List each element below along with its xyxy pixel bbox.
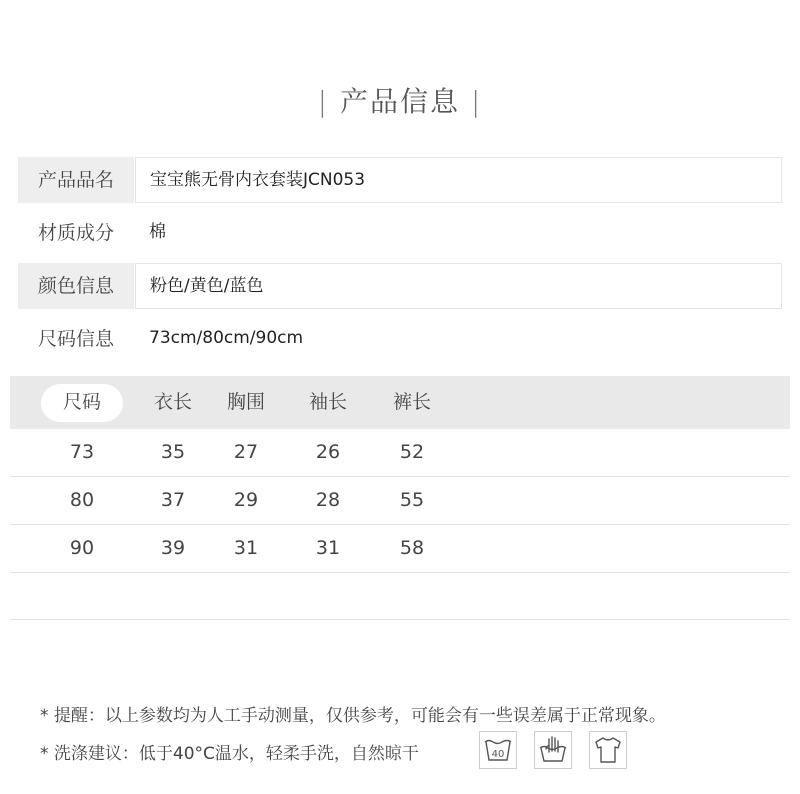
reminder-note: * 提醒：以上参数均为人工手动测量，仅供参考，可能会有一些误差属于正常现象。 [40, 706, 666, 726]
table-cell: 90 [69, 537, 95, 559]
info-value: 粉色/黄色/蓝色 [135, 263, 782, 309]
info-label: 产品品名 [18, 157, 134, 203]
info-row-color [18, 263, 782, 309]
table-cell: 27 [233, 441, 259, 463]
header-pants: 裤长 [392, 391, 431, 413]
info-row-product-name [18, 157, 782, 203]
table-row [10, 525, 790, 573]
info-value: 73cm/80cm/90cm [149, 328, 304, 348]
info-label: 颜色信息 [18, 263, 134, 309]
table-cell: 26 [315, 441, 341, 463]
table-cell: 39 [160, 537, 186, 559]
wash-40-icon [479, 731, 517, 769]
info-label: 尺码信息 [37, 328, 114, 350]
table-row [10, 429, 790, 477]
hand-wash-icon [534, 731, 572, 769]
section-title [0, 80, 800, 120]
table-cell: 55 [399, 489, 425, 511]
header-size: 尺码 [62, 391, 101, 413]
info-row-size [18, 316, 782, 362]
title-text: 产品信息 [339, 85, 460, 118]
table-row [10, 477, 790, 525]
header-chest: 胸围 [226, 391, 265, 413]
table-cell: 29 [233, 489, 259, 511]
info-value: 宝宝熊无骨内衣套装JCN053 [135, 157, 782, 203]
table-cell: 31 [315, 537, 341, 559]
table-cell: 35 [160, 441, 186, 463]
table-cell: 52 [399, 441, 425, 463]
table-cell: 31 [233, 537, 259, 559]
title-bar-left: | [317, 85, 330, 118]
size-table-header [10, 376, 790, 429]
info-row-material [18, 210, 782, 256]
header-length: 衣长 [153, 391, 192, 413]
divider [10, 619, 790, 620]
info-label: 材质成分 [37, 222, 114, 244]
size-table [10, 376, 790, 573]
table-cell: 80 [69, 489, 95, 511]
header-sleeve: 袖长 [308, 391, 347, 413]
title-bar-right: | [470, 85, 483, 118]
dry-shirt-icon [589, 731, 627, 769]
table-cell: 28 [315, 489, 341, 511]
table-cell: 58 [399, 537, 425, 559]
washing-note: * 洗涤建议：低于40°C温水，轻柔手洗，自然晾干 [40, 744, 419, 764]
table-cell: 73 [69, 441, 95, 463]
info-value: 棉 [149, 222, 166, 242]
wash-temp-text: 40 [491, 749, 505, 760]
table-cell: 37 [160, 489, 186, 511]
